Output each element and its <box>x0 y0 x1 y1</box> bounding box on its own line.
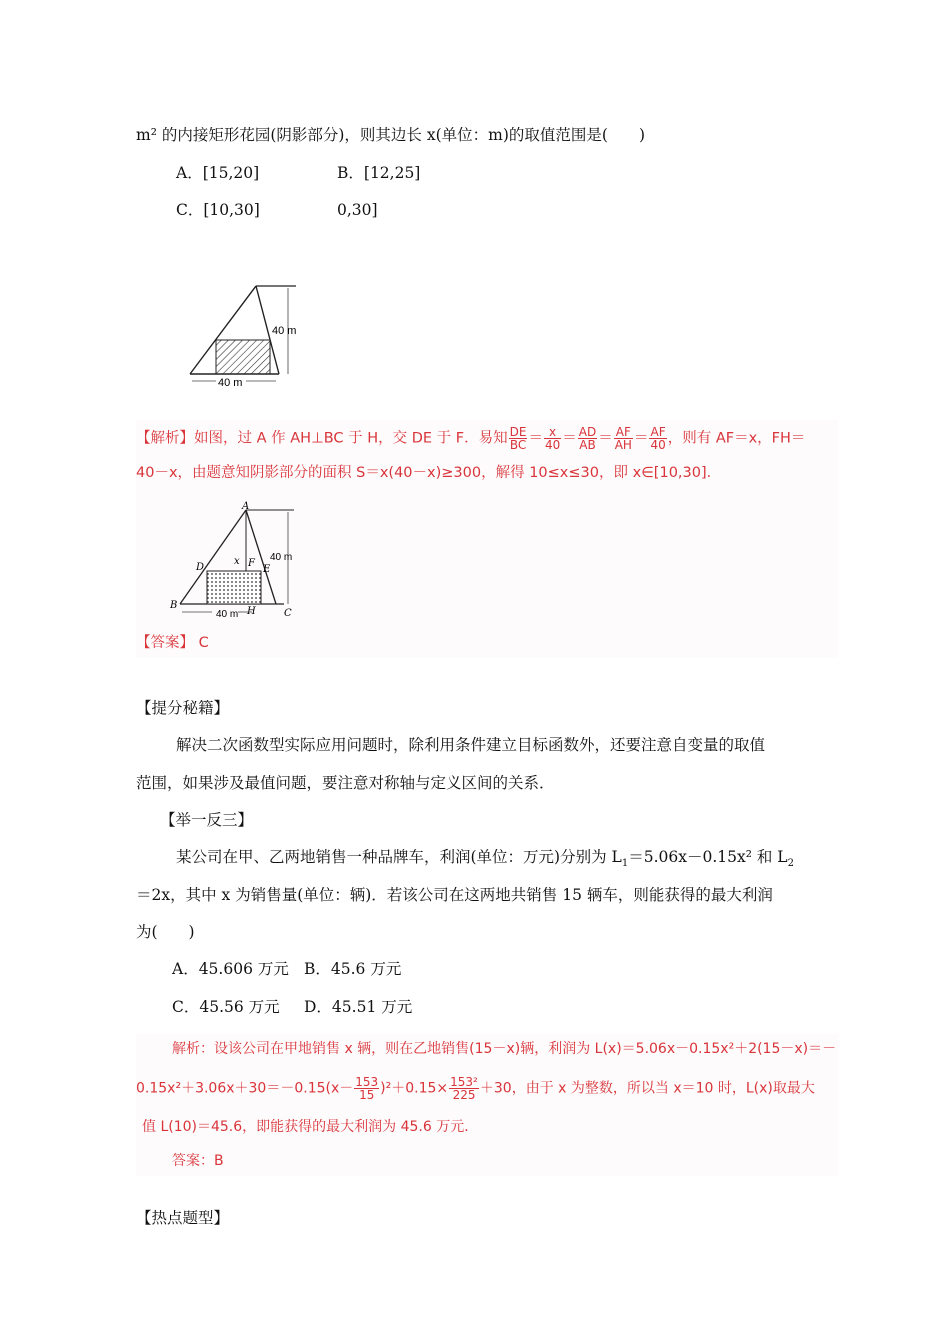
tip-paragraph-1: 解决二次函数型实际应用问题时，除利用条件建立目标函数外，还要注意自变量的取值 <box>176 736 766 754</box>
fraction-153-15: $\frac{153}{15}$ <box>355 1075 379 1102</box>
figure-2-base-label: 40 m <box>216 609 239 620</box>
fraction-ad-ab: $\frac{AD}{AB}$ <box>578 425 597 452</box>
figure-2-trapezoid-labeled <box>166 500 316 624</box>
point-h-label: H <box>247 606 256 617</box>
figure-1-height-label: 40 m <box>272 325 297 337</box>
figure-1-trapezoid <box>184 278 314 393</box>
solution-2-line-1: 解析：设该公司在甲地销售 x 辆，则在乙地销售(15－x)辆，利润为 L(x)＝5.06x－0.15x²＋2(15－x)＝－ <box>172 1041 837 1057</box>
figure-2-height-label: 40 m <box>270 552 293 563</box>
solution-2-line-3: 值 L(10)＝45.6，即能获得的最大利润为 45.6 万元． <box>142 1119 479 1135</box>
q1-option-a: A．[15,20] <box>176 164 260 182</box>
point-a-label: A <box>242 501 250 512</box>
solution-2-line-2: 0.15x²＋3.06x＋30＝－0.15(x－ $\frac{153}{15}$ )²＋0.15× $\frac{\text{153²}}{225}$ ＋30，由于 x 为整数，所以当 x＝10 时，L(x)取最大 <box>136 1075 815 1102</box>
q1-stem: m² 的内接矩形花园(阴影部分)，则其边长 x(单位：m)的取值范围是( ) <box>136 126 645 144</box>
fraction-de-bc: $\frac{DE}{BC}$ <box>509 425 527 452</box>
point-c-label: C <box>284 608 292 619</box>
figure-1-base-label: 40 m <box>218 377 243 389</box>
fraction-af-ah: $\frac{AF}{AH}$ <box>614 425 632 452</box>
segment-x-label: x <box>234 556 240 567</box>
solution-1-line-1: 【解析】如图，过 A 作 AH⊥BC 于 H，交 DE 于 F．易知 $\frac{DE}{BC}$ ＝ $\frac{x}{40}$ ＝ $\frac{AD}{AB}$ ＝ $\frac{AF}{AH}$ ＝ $\frac{AF}{40}$ ，则有 AF＝x，FH＝ <box>136 425 806 452</box>
q2-option-a: A．45.606 万元 <box>172 960 289 978</box>
point-b-label: B <box>170 600 178 611</box>
q2-option-d: D．45.51 万元 <box>304 998 413 1016</box>
q2-stem-line-3: 为( ) <box>136 923 195 941</box>
solution-1-line-2: 40－x，由题意知阴影部分的面积 S＝x(40－x)≥300，解得 10≤x≤30，即 x∈[10,30]． <box>136 465 722 481</box>
point-d-label: D <box>196 562 205 573</box>
fraction-x-40: $\frac{x}{40}$ <box>544 425 561 452</box>
hot-topics-title: 【热点题型】 <box>136 1209 230 1227</box>
q1-option-d: 0,30] <box>337 201 378 219</box>
point-f-label: F <box>248 558 255 569</box>
tip-title: 【提分秘籍】 <box>136 699 230 717</box>
q2-option-b: B．45.6 万元 <box>304 960 402 978</box>
fraction-153sq-225: $\frac{\text{153²}}{225}$ <box>450 1075 478 1102</box>
tip-paragraph-2: 范围，如果涉及最值问题，要注意对称轴与定义区间的关系． <box>136 774 555 792</box>
q2-option-c: C．45.56 万元 <box>172 998 280 1016</box>
fraction-af-40: $\frac{AF}{40}$ <box>650 425 666 452</box>
q1-option-c: C．[10,30] <box>176 201 260 219</box>
q2-stem-line-2: ＝2x，其中 x 为销售量(单位：辆)．若该公司在这两地共销售 15 辆车，则能获得的最大利润 <box>136 886 773 904</box>
point-e-label: E <box>263 564 271 575</box>
q2-stem-line-1: 某公司在甲、乙两地销售一种品牌车，利润(单位：万元)分别为 $L_1=5.06x-0.15x^2$ 和 $L_2$ <box>176 848 794 870</box>
q2-title: 【举一反三】 <box>160 811 254 829</box>
q1-option-b: B．[12,25] <box>337 164 421 182</box>
solution-2-answer: 答案：B <box>172 1153 224 1169</box>
solution-1-answer: 【答案】 C <box>136 635 209 651</box>
